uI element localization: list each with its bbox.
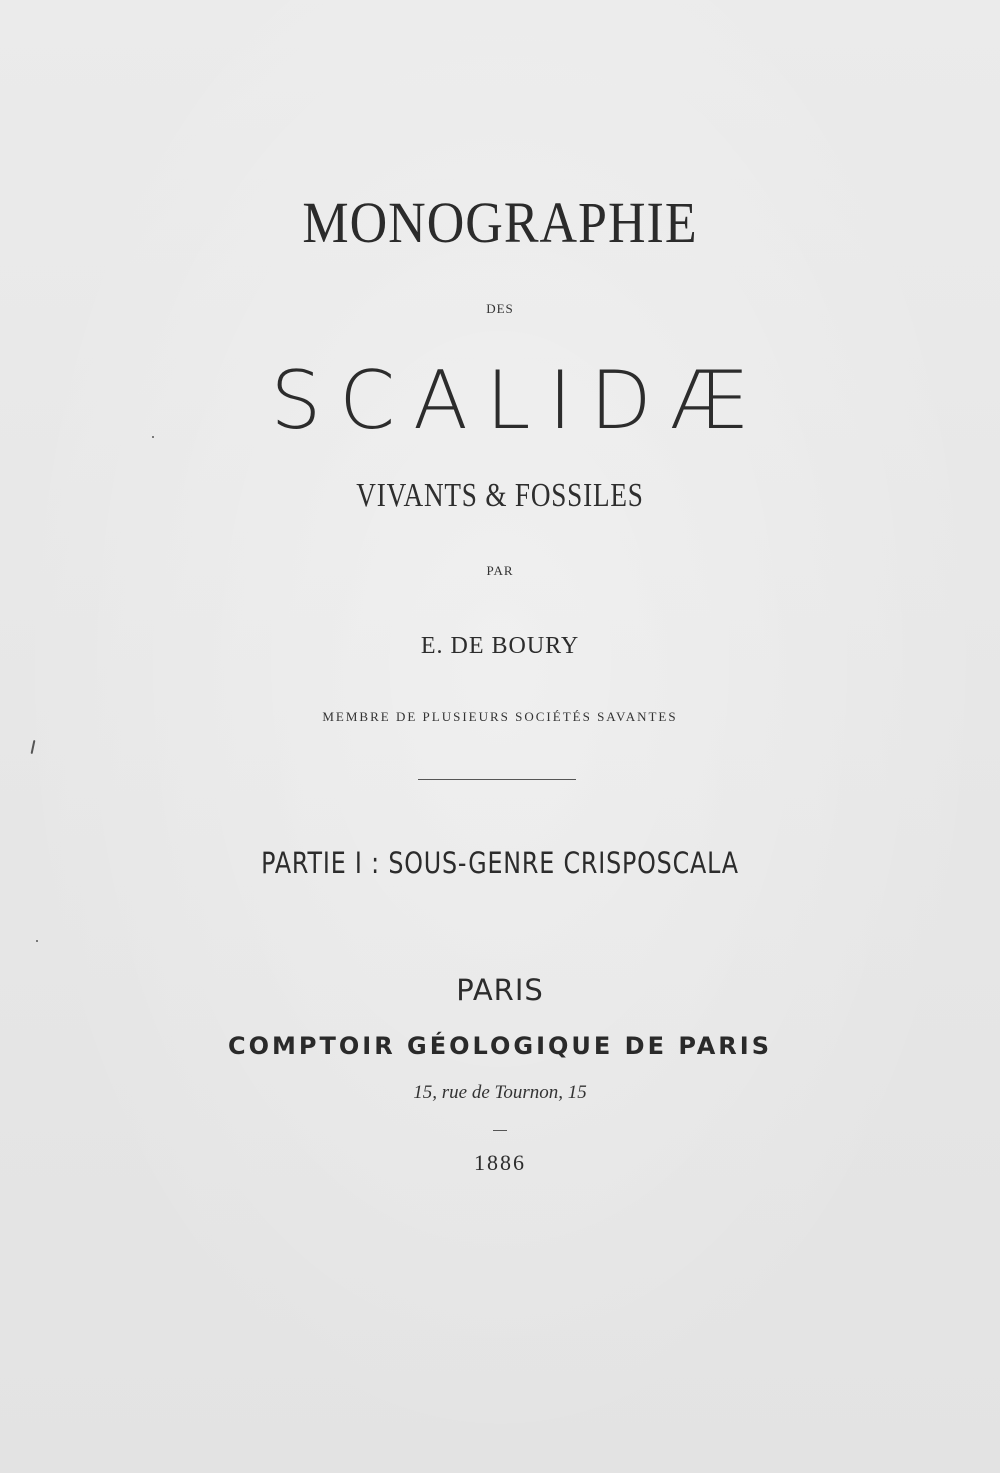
- paper-speck: [152, 436, 154, 438]
- publisher-name: COMPTOIR GÉOLOGIQUE DE PARIS: [228, 1032, 772, 1060]
- title-connector-par: PAR: [486, 563, 514, 578]
- paper-speck: [31, 740, 36, 754]
- paper-speck: [36, 940, 38, 942]
- author-name: E. DE BOURY: [420, 633, 580, 659]
- title-connector-des: DES: [486, 301, 514, 316]
- part-heading: PARTIE I : SOUS-GENRE CRISPOSCALA: [261, 846, 739, 880]
- publisher-address: 15, rue de Tournon, 15: [413, 1082, 587, 1103]
- section-rule: [418, 779, 576, 780]
- author-affiliation: MEMBRE DE PLUSIEURS SOCIÉTÉS SAVANTES: [322, 709, 678, 724]
- book-subtitle: VIVANTS & FOSSILES: [356, 477, 644, 514]
- book-subject: SCALIDÆ: [270, 354, 766, 447]
- book-title: MONOGRAPHIE: [302, 191, 698, 256]
- publication-city: PARIS: [456, 973, 544, 1007]
- year-rule: [493, 1130, 507, 1131]
- publication-year: 1886: [474, 1150, 526, 1175]
